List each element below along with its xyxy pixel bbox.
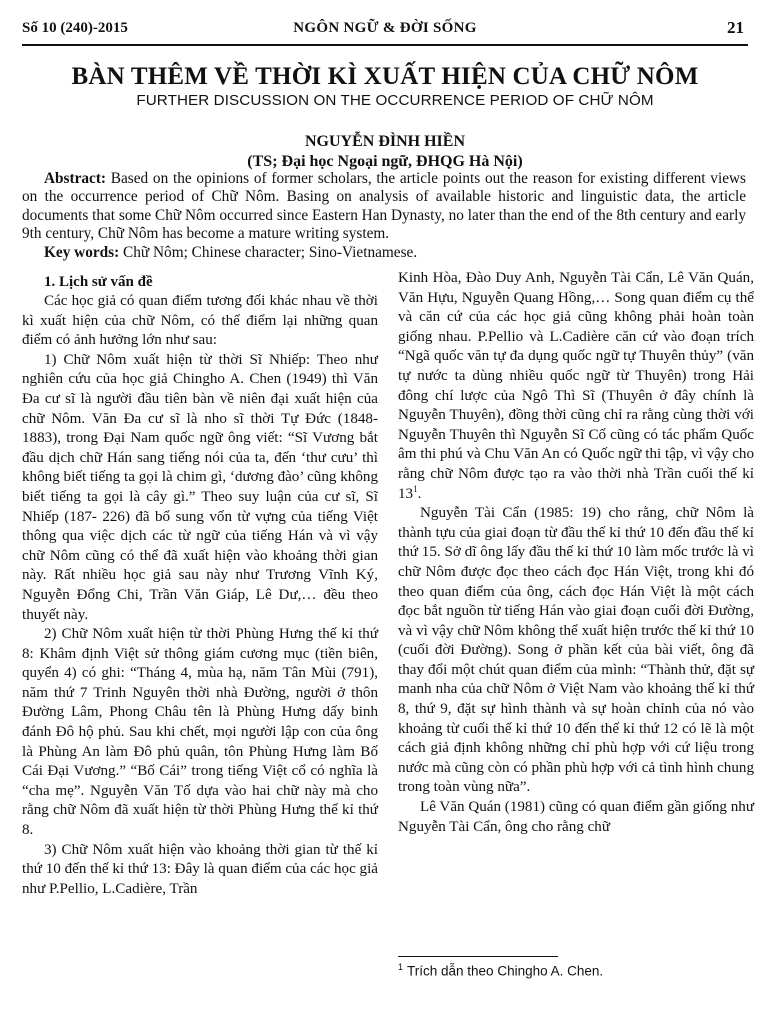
body-paragraph: Lê Văn Quán (1981) cũng có quan điểm gần giống như Nguyễn Tài Cẩn, ông cho rằng chữ [398, 799, 755, 835]
keywords-paragraph [22, 244, 746, 262]
abstract-block [22, 170, 746, 262]
footnote-reference: 1 [413, 483, 418, 494]
body-paragraph-text: Kinh Hòa, Đào Duy Anh, Nguyễn Tài Cẩn, Lê Văn Quán, Văn Hựu, Nguyễn Quang Hồng,… Song quan điểm cụ thể và căn cứ của các học giả cũng không phải hoàn toàn giống nhau. P.Pellio và L.Cadière căn cứ vào đoạn trích “Ngã quốc văn tự đa dụng quốc ngữ tự Thuyên thủy” (văn tự nước ta dùng nhiều quốc ngữ từ Thuyên) trong Hải đông chí lược của Ngô Thì Sĩ (Thuyên ở đây chính là Nguyễn Thuyên), đồng thời cũng chỉ ra rằng cùng thời với Nguyễn Thuyên thì Nguyễn Sĩ Cố cũng có tác phẩm Quốc âm thi phú và Chu Văn An có Quốc ngữ thi tập, vì vậy cho rằng chữ Nôm được tạo ra vào thời nhà Trần cuối thế kỉ 13 [398, 270, 754, 502]
running-header [22, 18, 748, 46]
issue-number: Số 10 (240)-2015 [22, 20, 128, 36]
abstract-text: Based on the opinions of former scholars, the article points out the reason for existing different views on the occurrence period of Chữ Nôm. Basing on analysis of available historic and linguistic data, the article documents that some Chữ Nôm occurred since Eastern Han Dynasty, no later than the end of the 8th century and early 9th century, Chữ Nôm has become a mature writing system. [22, 170, 746, 243]
abstract-label: Abstract: [44, 170, 107, 187]
body-paragraph: 1) Chữ Nôm xuất hiện từ thời Sĩ Nhiếp: Theo như nghiên cứu của học giả Chingho A. Chen (1949) thì Văn Đa cư sĩ là người đầu tiên bàn về niên đại xuất hiện của chữ Nôm. Văn Đa cư sĩ là nho sĩ thời Tự Đức (1848- 1883), trong Đại Nam quốc ngữ ông viết: “Sĩ Vương bắt đầu dịch chữ Hán sang tiếng nói của ta, đến ‘thư cưu’ thì không biết tiếng ta gọi là chim gì, ‘dương đào’ cũng không biết tiếng ta gọi là cây gì.” Theo suy luận của cư sĩ, Sĩ Nhiếp (187- 226) đã bổ sung vốn từ vựng của tiếng Việt thông qua việc dịch các từ ngữ của tiếng Hán và vì vậy chữ Nôm cũng có thể đã xuất hiện vào khoảng thời gian này. Rất nhiều học giả sau này như Trương Vĩnh Ký, Nguyễn Đổng Chi, Trần Văn Giáp, Lê Dư,… đều theo thuyết này. [22, 351, 378, 623]
keywords-label: Key words: [44, 243, 120, 261]
author-name: NGUYỄN ĐÌNH HIỀN [304, 133, 465, 150]
body-columns [22, 272, 754, 1012]
body-paragraph: 2) Chữ Nôm xuất hiện từ thời Phùng Hưng thế kỉ thứ 8: Khâm định Việt sử thông giám cương mục (tiền biên, quyển 4) có ghi: “Tháng 4, mùa hạ, năm Tân Mùi (791), năm thứ 7 Trinh Nguyên thời nhà Đường, người ở thôn Đường Lâm, Phong Châu tên là Phùng Hưng dấy binh đánh Đô hộ phủ. Sau khi chết, mọi người lập con của ông là Phùng An làm Đô phủ quân, tôn Phùng Hưng làm Bố Cái Đại Vương.” “Bố Cái” trong tiếng Việt cổ có nghĩa là “cha mẹ”. Nguyễn Văn Tố dựa vào hai chữ này mà cho rằng chữ Nôm đã xuất hiện từ thời Phùng Hưng thế kỉ thứ 8. [22, 626, 378, 839]
footnote-number: 1 [398, 962, 404, 972]
right-column [398, 269, 754, 837]
journal-name: NGÔN NGỮ & ĐỜI SỐNG [293, 20, 477, 36]
author-affiliation: (TS; Đại học Ngoại ngữ, ĐHQG Hà Nội) [247, 153, 523, 170]
section-heading: 1. Lịch sử vấn đề [44, 274, 153, 290]
body-paragraph: Kinh Hòa, Đào Duy Anh, Nguyễn Tài Cẩn, Lê Văn Quán, Văn Hựu, Nguyễn Quang Hồng,… Song quan điểm cụ thể và căn cứ của các học giả cũng không phải hoàn toàn giống nhau. P.Pellio và L.Cadière căn cứ vào đoạn trích “Ngã quốc văn tự đa dụng quốc ngữ tự Thuyên thủy” (văn tự nước ta dùng nhiều quốc ngữ từ Thuyên) trong Hải đông chí lược của Ngô Thì Sĩ (Thuyên ở đây chính là Nguyễn Thuyên), đồng thời cũng chỉ ra rằng cùng thời với Nguyễn Thuyên thì Nguyễn Sĩ Cố cũng có tác phẩm Quốc âm thi phú và Chu Văn An có Quốc ngữ thi tập, vì vậy cho rằng chữ Nôm được tạo ra vào thời nhà Trần cuối thế kỉ $13^1$. [398, 270, 754, 502]
abstract-paragraph [22, 170, 746, 244]
footnote [398, 962, 603, 979]
footnote-divider [398, 956, 558, 957]
article-subtitle: FURTHER DISCUSSION ON THE OCCURRENCE PERIOD OF CHỮ NÔM [136, 92, 654, 109]
left-column [22, 272, 378, 899]
article-title: BÀN THÊM VỀ THỜI KÌ XUẤT HIỆN CỦA CHỮ NÔM [71, 63, 699, 90]
body-paragraph: Nguyễn Tài Cẩn (1985: 19) cho rằng, chữ Nôm là thành tựu của giai đoạn từ đầu thế kỉ thứ 10 đến đầu thế kỉ thứ 15. Sở dĩ ông lấy đầu thế kỉ thứ 10 làm mốc trước là vì chữ Nôm được đọc theo cách đọc Hán Việt, trong khi đó theo quan điểm của ông, cách đọc Hán Việt là một cách đọc bắt nguồn từ tiếng Hán vào giai đoạn cuối đời Đường, và vì vậy chữ Nôm không thể xuất hiện trước thế kỉ thứ 10 (cuối đời Đường). Song ở phần kết của bài viết, ông đã thay đổi một chút quan điểm của mình: “Thành thử, đặt sự manh nha của chữ Nôm ở Việt Nam vào khoảng thế kỉ thứ 8, thứ 9, đặt sự hình thành và sự hoàn chỉnh của nó vào khoảng từ cuối thế kỉ thứ 10 đến thế kỉ thứ 12 có lẽ là một cách giả định không những chỉ phù hợp với cứ liệu trong nước mà cũng còn có phần phù hợp với cả tình hình chung trong toàn vùng nữa”. [398, 505, 754, 796]
body-paragraph: Các học giả có quan điểm tương đối khác nhau về thời kì xuất hiện của chữ Nôm, có thể điểm lại những quan điểm có ảnh hưởng lớn như sau: [22, 293, 378, 349]
keywords-text: Chữ Nôm; Chinese character; Sino-Vietnamese. [123, 243, 418, 261]
body-paragraph: 3) Chữ Nôm xuất hiện vào khoảng thời gian từ thế kỉ thứ 10 đến thế kỉ thứ 13: Đây là quan điểm của các học giả như P.Pellio, L.Cadière, Trần [22, 841, 378, 897]
page-number: 21 [727, 18, 744, 37]
footnote-text: Trích dẫn theo Chingho A. Chen. [407, 963, 604, 979]
